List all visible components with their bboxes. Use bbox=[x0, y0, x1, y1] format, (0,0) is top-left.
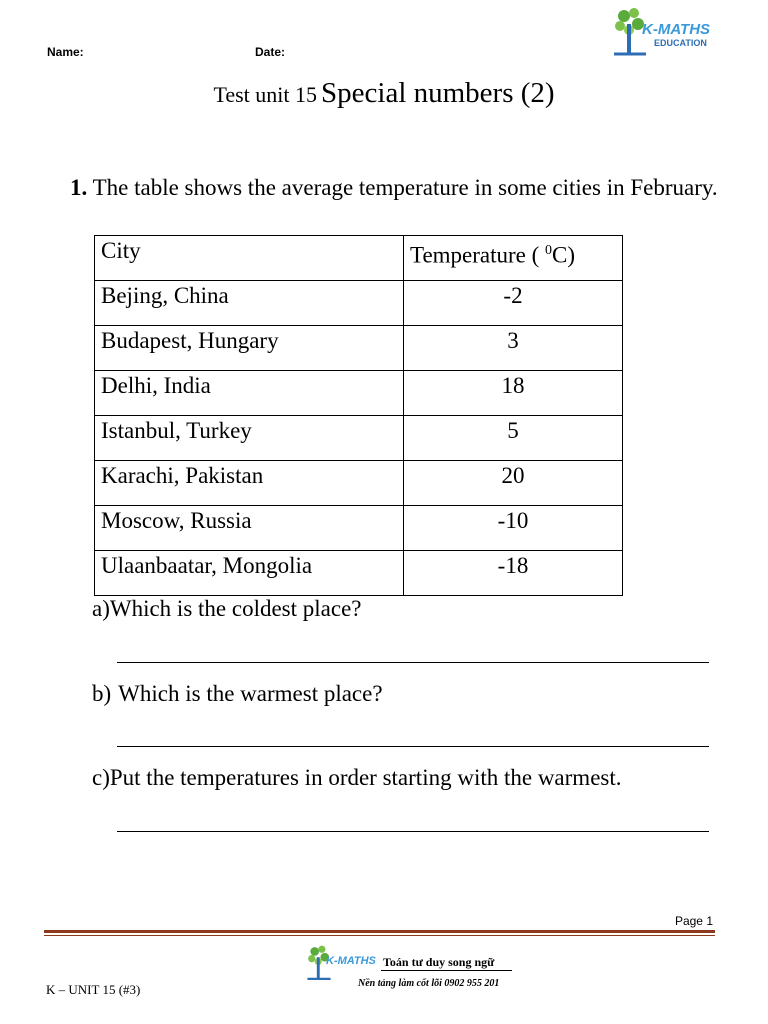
row-temp: 3 bbox=[404, 326, 623, 371]
row-temp: -10 bbox=[404, 506, 623, 551]
footer-rule bbox=[44, 930, 715, 933]
footer-tagline: Toán tư duy song ngữ bbox=[383, 955, 495, 969]
footer-tagline-underline bbox=[381, 970, 512, 971]
table-row bbox=[95, 416, 623, 461]
row-city: Karachi, Pakistan bbox=[95, 461, 404, 506]
table-row bbox=[95, 371, 623, 416]
table-row bbox=[95, 281, 623, 326]
part-c-label: c) bbox=[92, 765, 110, 790]
row-city: Delhi, India bbox=[95, 371, 404, 416]
footer-rule-thin bbox=[44, 935, 715, 936]
date-label: Date: bbox=[255, 45, 286, 59]
footer-logo-brand: K-MATHS bbox=[326, 955, 376, 967]
row-city: Moscow, Russia bbox=[95, 506, 404, 551]
part-c-text: Put the temperatures in order starting with the warmest. bbox=[109, 765, 622, 790]
header-temp-suffix: C) bbox=[552, 242, 576, 268]
header-temp-prefix: Temperature ( bbox=[410, 242, 540, 268]
part-a-text: Which is the coldest place? bbox=[109, 596, 362, 621]
page-number: Page 1 bbox=[674, 914, 713, 928]
row-city: Istanbul, Turkey bbox=[95, 416, 404, 461]
table-row bbox=[95, 506, 623, 551]
table-row bbox=[95, 461, 623, 506]
table-header-row bbox=[95, 236, 623, 281]
part-c bbox=[92, 765, 622, 791]
part-a bbox=[92, 596, 362, 622]
part-b-text: Which is the warmest place? bbox=[118, 681, 383, 706]
header-temperature bbox=[404, 236, 623, 281]
answer-line-a[interactable] bbox=[117, 662, 709, 663]
row-city: Budapest, Hungary bbox=[95, 326, 404, 371]
row-temp: -2 bbox=[404, 281, 623, 326]
footer-subline: Nền tảng làm cốt lõi 0902 955 201 bbox=[358, 978, 500, 989]
row-temp: -18 bbox=[404, 551, 623, 596]
question-text: The table shows the average temperature in some cities in February. bbox=[92, 175, 718, 200]
row-temp: 5 bbox=[404, 416, 623, 461]
kmaths-logo bbox=[612, 6, 732, 58]
title-prefix: Test unit 15 bbox=[213, 82, 318, 107]
part-a-label: a) bbox=[92, 596, 110, 621]
header-temp-degree: 0 bbox=[545, 243, 553, 258]
page-title bbox=[0, 77, 768, 110]
row-city: Bejing, China bbox=[95, 281, 404, 326]
question-number: 1. bbox=[70, 175, 88, 200]
part-b bbox=[92, 681, 383, 707]
table-row bbox=[95, 326, 623, 371]
question-1 bbox=[70, 172, 720, 203]
table-row bbox=[95, 551, 623, 596]
header-city: City bbox=[95, 236, 404, 281]
part-b-label: b) bbox=[92, 681, 112, 706]
answer-line-c[interactable] bbox=[117, 831, 709, 832]
answer-line-b[interactable] bbox=[117, 746, 709, 747]
title-main: Special numbers (2) bbox=[321, 77, 555, 109]
row-temp: 18 bbox=[404, 371, 623, 416]
logo-brand: K-MATHS bbox=[642, 21, 711, 38]
footer-unit-code: K – UNIT 15 (#3) bbox=[46, 982, 141, 997]
name-label: Name: bbox=[47, 45, 84, 59]
row-temp: 20 bbox=[404, 461, 623, 506]
temperature-table bbox=[94, 235, 623, 596]
logo-subtitle: EDUCATION bbox=[654, 38, 707, 48]
row-city: Ulaanbaatar, Mongolia bbox=[95, 551, 404, 596]
